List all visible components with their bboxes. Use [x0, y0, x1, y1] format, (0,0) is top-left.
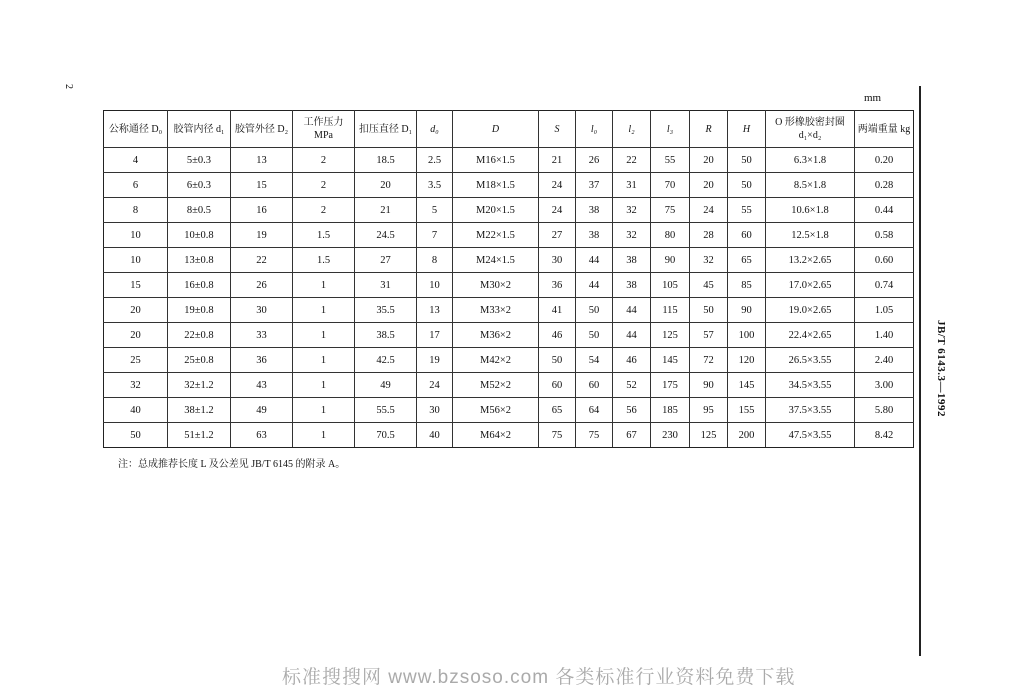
table-cell: 80: [651, 223, 690, 248]
table-cell: 0.28: [855, 173, 914, 198]
table-cell: 75: [651, 198, 690, 223]
table-cell: 30: [417, 398, 453, 423]
spec-table: [103, 110, 914, 448]
table-cell: 3.00: [855, 373, 914, 398]
table-cell: 75: [539, 423, 576, 448]
table-cell: 6±0.3: [168, 173, 231, 198]
table-cell: 8±0.5: [168, 198, 231, 223]
table-cell: 47.5×3.55: [766, 423, 855, 448]
table-cell: 85: [728, 273, 766, 298]
table-cell: 1: [293, 323, 355, 348]
table-cell: 20: [690, 173, 728, 198]
table-row: [104, 298, 914, 323]
table-cell: M16×1.5: [453, 148, 539, 173]
table-cell: 36: [539, 273, 576, 298]
table-cell: 90: [690, 373, 728, 398]
table-cell: M56×2: [453, 398, 539, 423]
table-cell: M30×2: [453, 273, 539, 298]
table-cell: 26.5×3.55: [766, 348, 855, 373]
table-cell: 24.5: [355, 223, 417, 248]
col-header: l₃: [651, 111, 690, 148]
table-cell: 56: [613, 398, 651, 423]
col-header: 胶管内径 d₁: [168, 111, 231, 148]
table-cell: 0.58: [855, 223, 914, 248]
table-cell: 4: [104, 148, 168, 173]
table-cell: 50: [104, 423, 168, 448]
col-header: S: [539, 111, 576, 148]
table-cell: 2: [293, 173, 355, 198]
table-cell: M42×2: [453, 348, 539, 373]
table-cell: 145: [728, 373, 766, 398]
table-cell: 120: [728, 348, 766, 373]
col-header: H: [728, 111, 766, 148]
table-cell: 40: [417, 423, 453, 448]
table-cell: 2: [293, 198, 355, 223]
table-cell: 21: [355, 198, 417, 223]
table-cell: 70: [651, 173, 690, 198]
table-cell: 16±0.8: [168, 273, 231, 298]
table-cell: 10: [104, 248, 168, 273]
table-cell: 19±0.8: [168, 298, 231, 323]
table-cell: 17: [417, 323, 453, 348]
table-row: [104, 323, 914, 348]
table-cell: 90: [651, 248, 690, 273]
unit-label: mm: [864, 92, 882, 104]
col-header: O 形橡胶密封圈 d₁×d₂: [766, 111, 855, 148]
table-cell: 125: [690, 423, 728, 448]
table-cell: 26: [231, 273, 293, 298]
table-cell: 0.60: [855, 248, 914, 273]
table-cell: 22: [231, 248, 293, 273]
table-cell: 30: [231, 298, 293, 323]
table-cell: 33: [231, 323, 293, 348]
table-cell: 32: [104, 373, 168, 398]
table-cell: 37: [576, 173, 613, 198]
table-cell: 52: [613, 373, 651, 398]
table-cell: 20: [104, 323, 168, 348]
table-cell: 17.0×2.65: [766, 273, 855, 298]
table-cell: 50: [728, 173, 766, 198]
table-cell: 115: [651, 298, 690, 323]
table-cell: M20×1.5: [453, 198, 539, 223]
table-cell: 72: [690, 348, 728, 373]
table-cell: 43: [231, 373, 293, 398]
table-cell: 24: [690, 198, 728, 223]
table-cell: 175: [651, 373, 690, 398]
table-cell: 41: [539, 298, 576, 323]
standard-code: JB/T 6143.3—1992: [935, 320, 947, 418]
table-cell: 13±0.8: [168, 248, 231, 273]
table-row: [104, 223, 914, 248]
table-cell: 54: [576, 348, 613, 373]
table-cell: 28: [690, 223, 728, 248]
table-cell: 20: [355, 173, 417, 198]
table-cell: 50: [539, 348, 576, 373]
table-cell: 27: [355, 248, 417, 273]
table-cell: 24: [417, 373, 453, 398]
table-cell: 51±1.2: [168, 423, 231, 448]
table-cell: 1: [293, 373, 355, 398]
table-cell: 32: [613, 223, 651, 248]
table-cell: 50: [576, 323, 613, 348]
table-cell: 75: [576, 423, 613, 448]
table-cell: 5: [417, 198, 453, 223]
table-cell: 55: [651, 148, 690, 173]
table-row: [104, 348, 914, 373]
table-cell: 1.5: [293, 248, 355, 273]
table-cell: 22: [613, 148, 651, 173]
table-cell: 55: [728, 198, 766, 223]
table-cell: 200: [728, 423, 766, 448]
table-cell: 70.5: [355, 423, 417, 448]
table-cell: 44: [576, 248, 613, 273]
table-cell: 25: [104, 348, 168, 373]
table-cell: 22±0.8: [168, 323, 231, 348]
table-cell: 32: [690, 248, 728, 273]
table-cell: 31: [355, 273, 417, 298]
col-header: d₀: [417, 111, 453, 148]
table-row: [104, 248, 914, 273]
table-cell: 10: [417, 273, 453, 298]
table-row: [104, 398, 914, 423]
table-cell: 31: [613, 173, 651, 198]
table-cell: 19.0×2.65: [766, 298, 855, 323]
col-header: 公称通径 D₀: [104, 111, 168, 148]
table-cell: 63: [231, 423, 293, 448]
table-cell: 60: [576, 373, 613, 398]
table-cell: 12.5×1.8: [766, 223, 855, 248]
table-cell: 45: [690, 273, 728, 298]
col-header: 两端重量 kg: [855, 111, 914, 148]
table-cell: 18.5: [355, 148, 417, 173]
table-cell: 24: [539, 198, 576, 223]
table-cell: 5.80: [855, 398, 914, 423]
table-cell: 1: [293, 298, 355, 323]
table-row: [104, 173, 914, 198]
table-cell: 65: [539, 398, 576, 423]
table-cell: 2: [293, 148, 355, 173]
table-cell: M52×2: [453, 373, 539, 398]
table-cell: 2.40: [855, 348, 914, 373]
table-cell: 145: [651, 348, 690, 373]
table-cell: 8.5×1.8: [766, 173, 855, 198]
table-cell: 38: [576, 198, 613, 223]
side-rule: [919, 86, 921, 656]
table-cell: M22×1.5: [453, 223, 539, 248]
table-cell: 0.20: [855, 148, 914, 173]
table-cell: 65: [728, 248, 766, 273]
table-row: [104, 423, 914, 448]
table-cell: 32: [613, 198, 651, 223]
table-cell: 67: [613, 423, 651, 448]
table-cell: 35.5: [355, 298, 417, 323]
table-cell: 44: [613, 298, 651, 323]
table-cell: 49: [231, 398, 293, 423]
table-cell: 19: [231, 223, 293, 248]
col-header: D: [453, 111, 539, 148]
table-cell: 125: [651, 323, 690, 348]
table-row: [104, 148, 914, 173]
page-number: 2: [63, 84, 74, 89]
table-cell: 1: [293, 398, 355, 423]
table-cell: 185: [651, 398, 690, 423]
table-cell: M18×1.5: [453, 173, 539, 198]
table-cell: 1.5: [293, 223, 355, 248]
table-cell: 22.4×2.65: [766, 323, 855, 348]
table-cell: 37.5×3.55: [766, 398, 855, 423]
table-cell: 13.2×2.65: [766, 248, 855, 273]
table-cell: 49: [355, 373, 417, 398]
table-cell: 6.3×1.8: [766, 148, 855, 173]
table-cell: 90: [728, 298, 766, 323]
table-cell: 60: [728, 223, 766, 248]
table-cell: 1: [293, 423, 355, 448]
table-cell: 20: [690, 148, 728, 173]
table-cell: 50: [728, 148, 766, 173]
table-cell: 13: [417, 298, 453, 323]
table-cell: M24×1.5: [453, 248, 539, 273]
col-header: 胶管外径 D₂: [231, 111, 293, 148]
table-cell: 95: [690, 398, 728, 423]
table-cell: 1: [293, 348, 355, 373]
watermark-banner: 标准搜搜网 www.bzsoso.com 各类标准行业资料免费下载: [282, 667, 796, 688]
table-cell: 32±1.2: [168, 373, 231, 398]
table-cell: 16: [231, 198, 293, 223]
table-cell: 19: [417, 348, 453, 373]
table-cell: 44: [576, 273, 613, 298]
col-header: 扣压直径 D₁: [355, 111, 417, 148]
table-cell: 1.05: [855, 298, 914, 323]
table-cell: 38: [613, 273, 651, 298]
table-cell: 36: [231, 348, 293, 373]
table-cell: 5±0.3: [168, 148, 231, 173]
table-cell: 105: [651, 273, 690, 298]
table-cell: 34.5×3.55: [766, 373, 855, 398]
col-header: l₂: [613, 111, 651, 148]
table-cell: 60: [539, 373, 576, 398]
table-cell: 10: [104, 223, 168, 248]
table-cell: 26: [576, 148, 613, 173]
col-header: 工作压力 MPa: [293, 111, 355, 148]
table-cell: 230: [651, 423, 690, 448]
table-cell: 1: [293, 273, 355, 298]
table-cell: 8: [417, 248, 453, 273]
table-cell: 20: [104, 298, 168, 323]
table-cell: M33×2: [453, 298, 539, 323]
table-cell: 38.5: [355, 323, 417, 348]
table-cell: 38: [613, 248, 651, 273]
table-cell: 50: [576, 298, 613, 323]
table-cell: 25±0.8: [168, 348, 231, 373]
table-cell: 1.40: [855, 323, 914, 348]
table-cell: 30: [539, 248, 576, 273]
table-cell: 15: [104, 273, 168, 298]
table-header-row: [104, 111, 914, 148]
table-cell: 100: [728, 323, 766, 348]
table-note: 注：总成推荐长度 L 及公差见 JB/T 6145 的附录 A。: [118, 459, 346, 470]
table-cell: 8.42: [855, 423, 914, 448]
table-cell: 44: [613, 323, 651, 348]
table-cell: 38±1.2: [168, 398, 231, 423]
table-cell: M64×2: [453, 423, 539, 448]
table-cell: 155: [728, 398, 766, 423]
table-cell: 50: [690, 298, 728, 323]
table-cell: 6: [104, 173, 168, 198]
table-cell: M36×2: [453, 323, 539, 348]
table-cell: 2.5: [417, 148, 453, 173]
table-cell: 64: [576, 398, 613, 423]
table-cell: 55.5: [355, 398, 417, 423]
table-cell: 40: [104, 398, 168, 423]
table-cell: 46: [539, 323, 576, 348]
table-cell: 15: [231, 173, 293, 198]
table-cell: 46: [613, 348, 651, 373]
table-row: [104, 273, 914, 298]
table-cell: 7: [417, 223, 453, 248]
table-cell: 0.44: [855, 198, 914, 223]
table-row: [104, 373, 914, 398]
table-cell: 13: [231, 148, 293, 173]
table-cell: 27: [539, 223, 576, 248]
table-cell: 24: [539, 173, 576, 198]
table-cell: 10.6×1.8: [766, 198, 855, 223]
table-cell: 3.5: [417, 173, 453, 198]
col-header: R: [690, 111, 728, 148]
table-cell: 21: [539, 148, 576, 173]
table-cell: 0.74: [855, 273, 914, 298]
col-header: l₀: [576, 111, 613, 148]
table-cell: 38: [576, 223, 613, 248]
table-cell: 10±0.8: [168, 223, 231, 248]
table-cell: 57: [690, 323, 728, 348]
table-cell: 42.5: [355, 348, 417, 373]
table-cell: 8: [104, 198, 168, 223]
table-row: [104, 198, 914, 223]
